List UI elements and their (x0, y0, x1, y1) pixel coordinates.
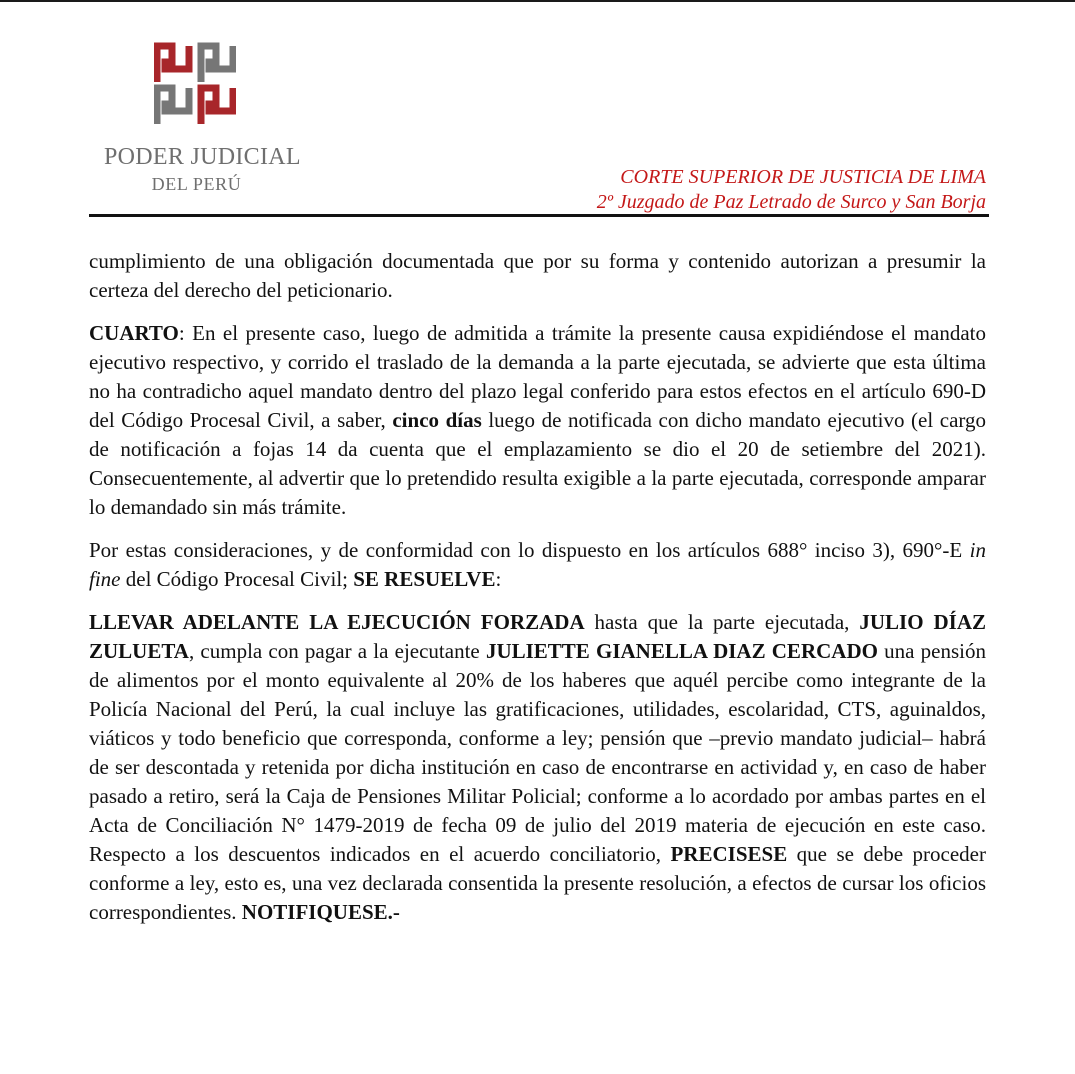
logo-line-del-peru: DEL PERÚ (151, 174, 242, 194)
paragraph-text: hasta que la parte ejecutada, (584, 610, 860, 634)
paragraph-text: una pensión de alimentos por el monto equivalente al 20% de los haberes que aquél percibe como integrante de la Policía Nacional del Perú, la cual incluye las gratificaciones, utilidades, escolaridad, CTS, aguinaldos, viáticos y todo beneficio que corresponda, conforme a ley; pensión que –previo mandato judicial– habrá de ser descontada y retenida por dicha institución en caso de encontrarse en actividad y, en caso de haber pasado a retiro, será la Caja de Pensiones Militar Policial; conforme a lo acordado por ambas partes en el Acta de Conciliación N° 1479-2019 de fecha 09 de julio del 2019 materia de ejecución en este caso. Respecto a los descuentos indicados en el acuerdo conciliatorio, (89, 639, 986, 866)
emphasis-notifiquese: NOTIFIQUESE.- (241, 900, 400, 924)
court-header (597, 165, 986, 215)
paragraph-cuarto (89, 319, 986, 522)
paragraph-text: cumplimiento de una obligación documentada que por su forma y contenido autorizan a presumir la certeza del derecho del peticionario. (89, 249, 986, 302)
emphasis-se-resuelve: SE RESUELVE (353, 567, 496, 591)
party-name-ejecutado: JULIO DÍAZ ZULUETA (89, 610, 986, 663)
logo-line-poder-judicial: PODER JUDICIAL (104, 144, 301, 170)
paragraph-text: del Código Procesal Civil; (120, 567, 354, 591)
section-heading-cuarto: CUARTO (89, 321, 179, 345)
party-name-ejecutante: JULIETTE GIANELLA DIAZ CERCADO (485, 639, 878, 663)
emphasis-precisese: PRECISESE (670, 842, 788, 866)
emphasis-ejecucion-forzada: LLEVAR ADELANTE LA EJECUCIÓN FORZADA (89, 610, 585, 634)
court-division: 2º Juzgado de Paz Letrado de Surco y San Borja (596, 191, 986, 213)
header-rule (89, 214, 989, 217)
paragraph-text: luego de notificada con dicho mandato ejecutivo (el cargo de notificación a fojas 14 da cuenta que el emplazamiento se dio el 20 de setiembre del 2021). Consecuentemente, al advertir que lo pretendido resulta exigible a la parte ejecutada, corresponde amparar lo demandado sin más trámite. (89, 408, 987, 519)
paragraph-considerations (89, 536, 986, 594)
italic-in-fine: in fine (89, 538, 986, 591)
paragraph-text: : (495, 567, 502, 591)
document-body (89, 247, 986, 941)
poder-judicial-logo (104, 40, 301, 200)
top-border (0, 0, 1075, 2)
paragraph-continuation (89, 247, 986, 305)
paragraph-text: Por estas consideraciones, y de conformidad con lo dispuesto en los artículos 688° inciso 3), 690°-E (89, 538, 970, 562)
paragraph-text: que se debe proceder conforme a ley, esto es, una vez declarada consentida la presente resolución, a efectos de cursar los oficios correspondientes. (89, 842, 986, 924)
emphasis-cinco-dias: cinco días (392, 408, 482, 432)
poder-judicial-emblem-icon (154, 42, 236, 128)
paragraph-text: : En el presente caso, luego de admitida a trámite la presente causa expidiéndose el mandato ejecutivo respectivo, y corrido el traslado de la demanda a la parte ejecutada, se advierte que esta última no ha contradicho aquel mandato dentro del plazo legal conferido para estos efectos en el artículo 690-D del Código Procesal Civil, a saber, (89, 321, 986, 432)
paragraph-resolution (89, 608, 986, 927)
court-name: CORTE SUPERIOR DE JUSTICIA DE LIMA (620, 166, 986, 188)
paragraph-text: , cumpla con pagar a la ejecutante (188, 639, 486, 663)
